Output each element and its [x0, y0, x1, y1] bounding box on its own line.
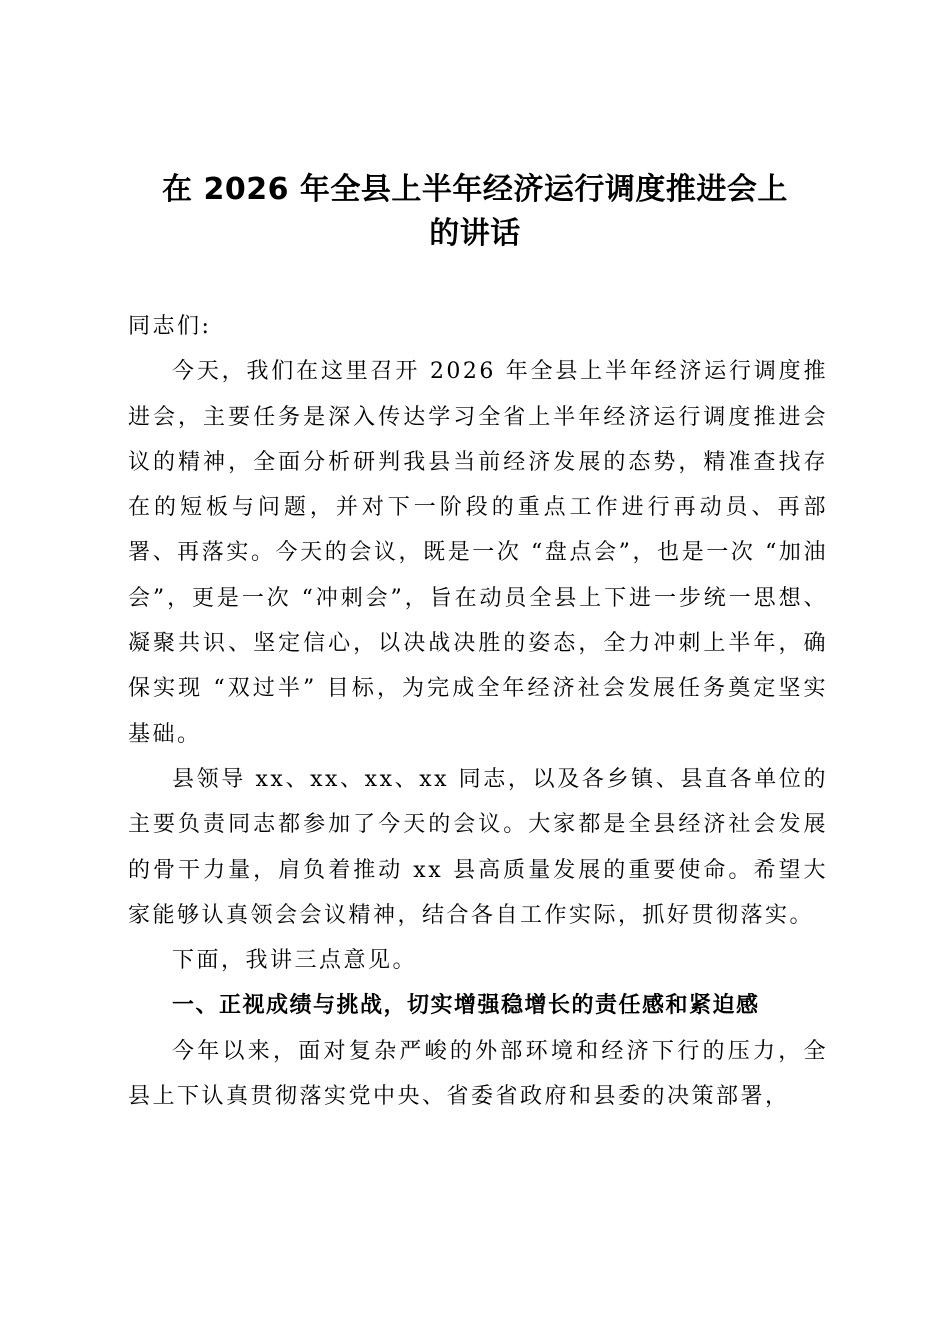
- section-heading: 一、正视成绩与挑战，切实增强稳增长的责任感和紧迫感: [172, 993, 760, 1019]
- paragraph-opening: 今天，我们在这里召开 2026 年全县上半年经济运行调度推进会，主要任务是深入传达学习全省上半年经济运行调度推进会议的精神，全面分析研判我县当前经济发展的态势，精准查找存在的短板与问题，并对下一阶段的重点工作进行再动员、再部署、再落实。今天的会议，既是一次 “盘点会”，也是一次 “加油会”，更是一次 “冲刺会”，旨在动员全县上下进一步统一思想、凝聚共识、坚定信心，以决战决胜的姿态，全力冲刺上半年，确保实现 “双过半” 目标，为完成全年经济社会发展任务奠定坚实基础。: [128, 359, 828, 747]
- salutation: 同志们:: [128, 314, 212, 339]
- paragraph-section-one: 今年以来，面对复杂严峻的外部环境和经济下行的压力，全县上下认真贯彻落实党中央、省委省政府和县委的决策部署，: [128, 1038, 828, 1110]
- paragraph-transition: 下面，我讲三点意见。: [172, 948, 418, 974]
- paragraph-attendees: 县领导 xx、xx、xx、xx 同志，以及各乡镇、县直各单位的主要负责同志都参加了今天的会议。大家都是全县经济社会发展的骨干力量，肩负着推动 xx 县高质量发展的重要使命。希望大家能够认真领会会议精神，结合各自工作实际，抓好贯彻落实。: [128, 766, 828, 928]
- document-body: [128, 304, 828, 1119]
- title-line-2: 的讲话: [429, 216, 521, 251]
- title-line-1: 在 2026 年全县上半年经济运行调度推进会上: [162, 172, 788, 207]
- document-title: [100, 168, 850, 256]
